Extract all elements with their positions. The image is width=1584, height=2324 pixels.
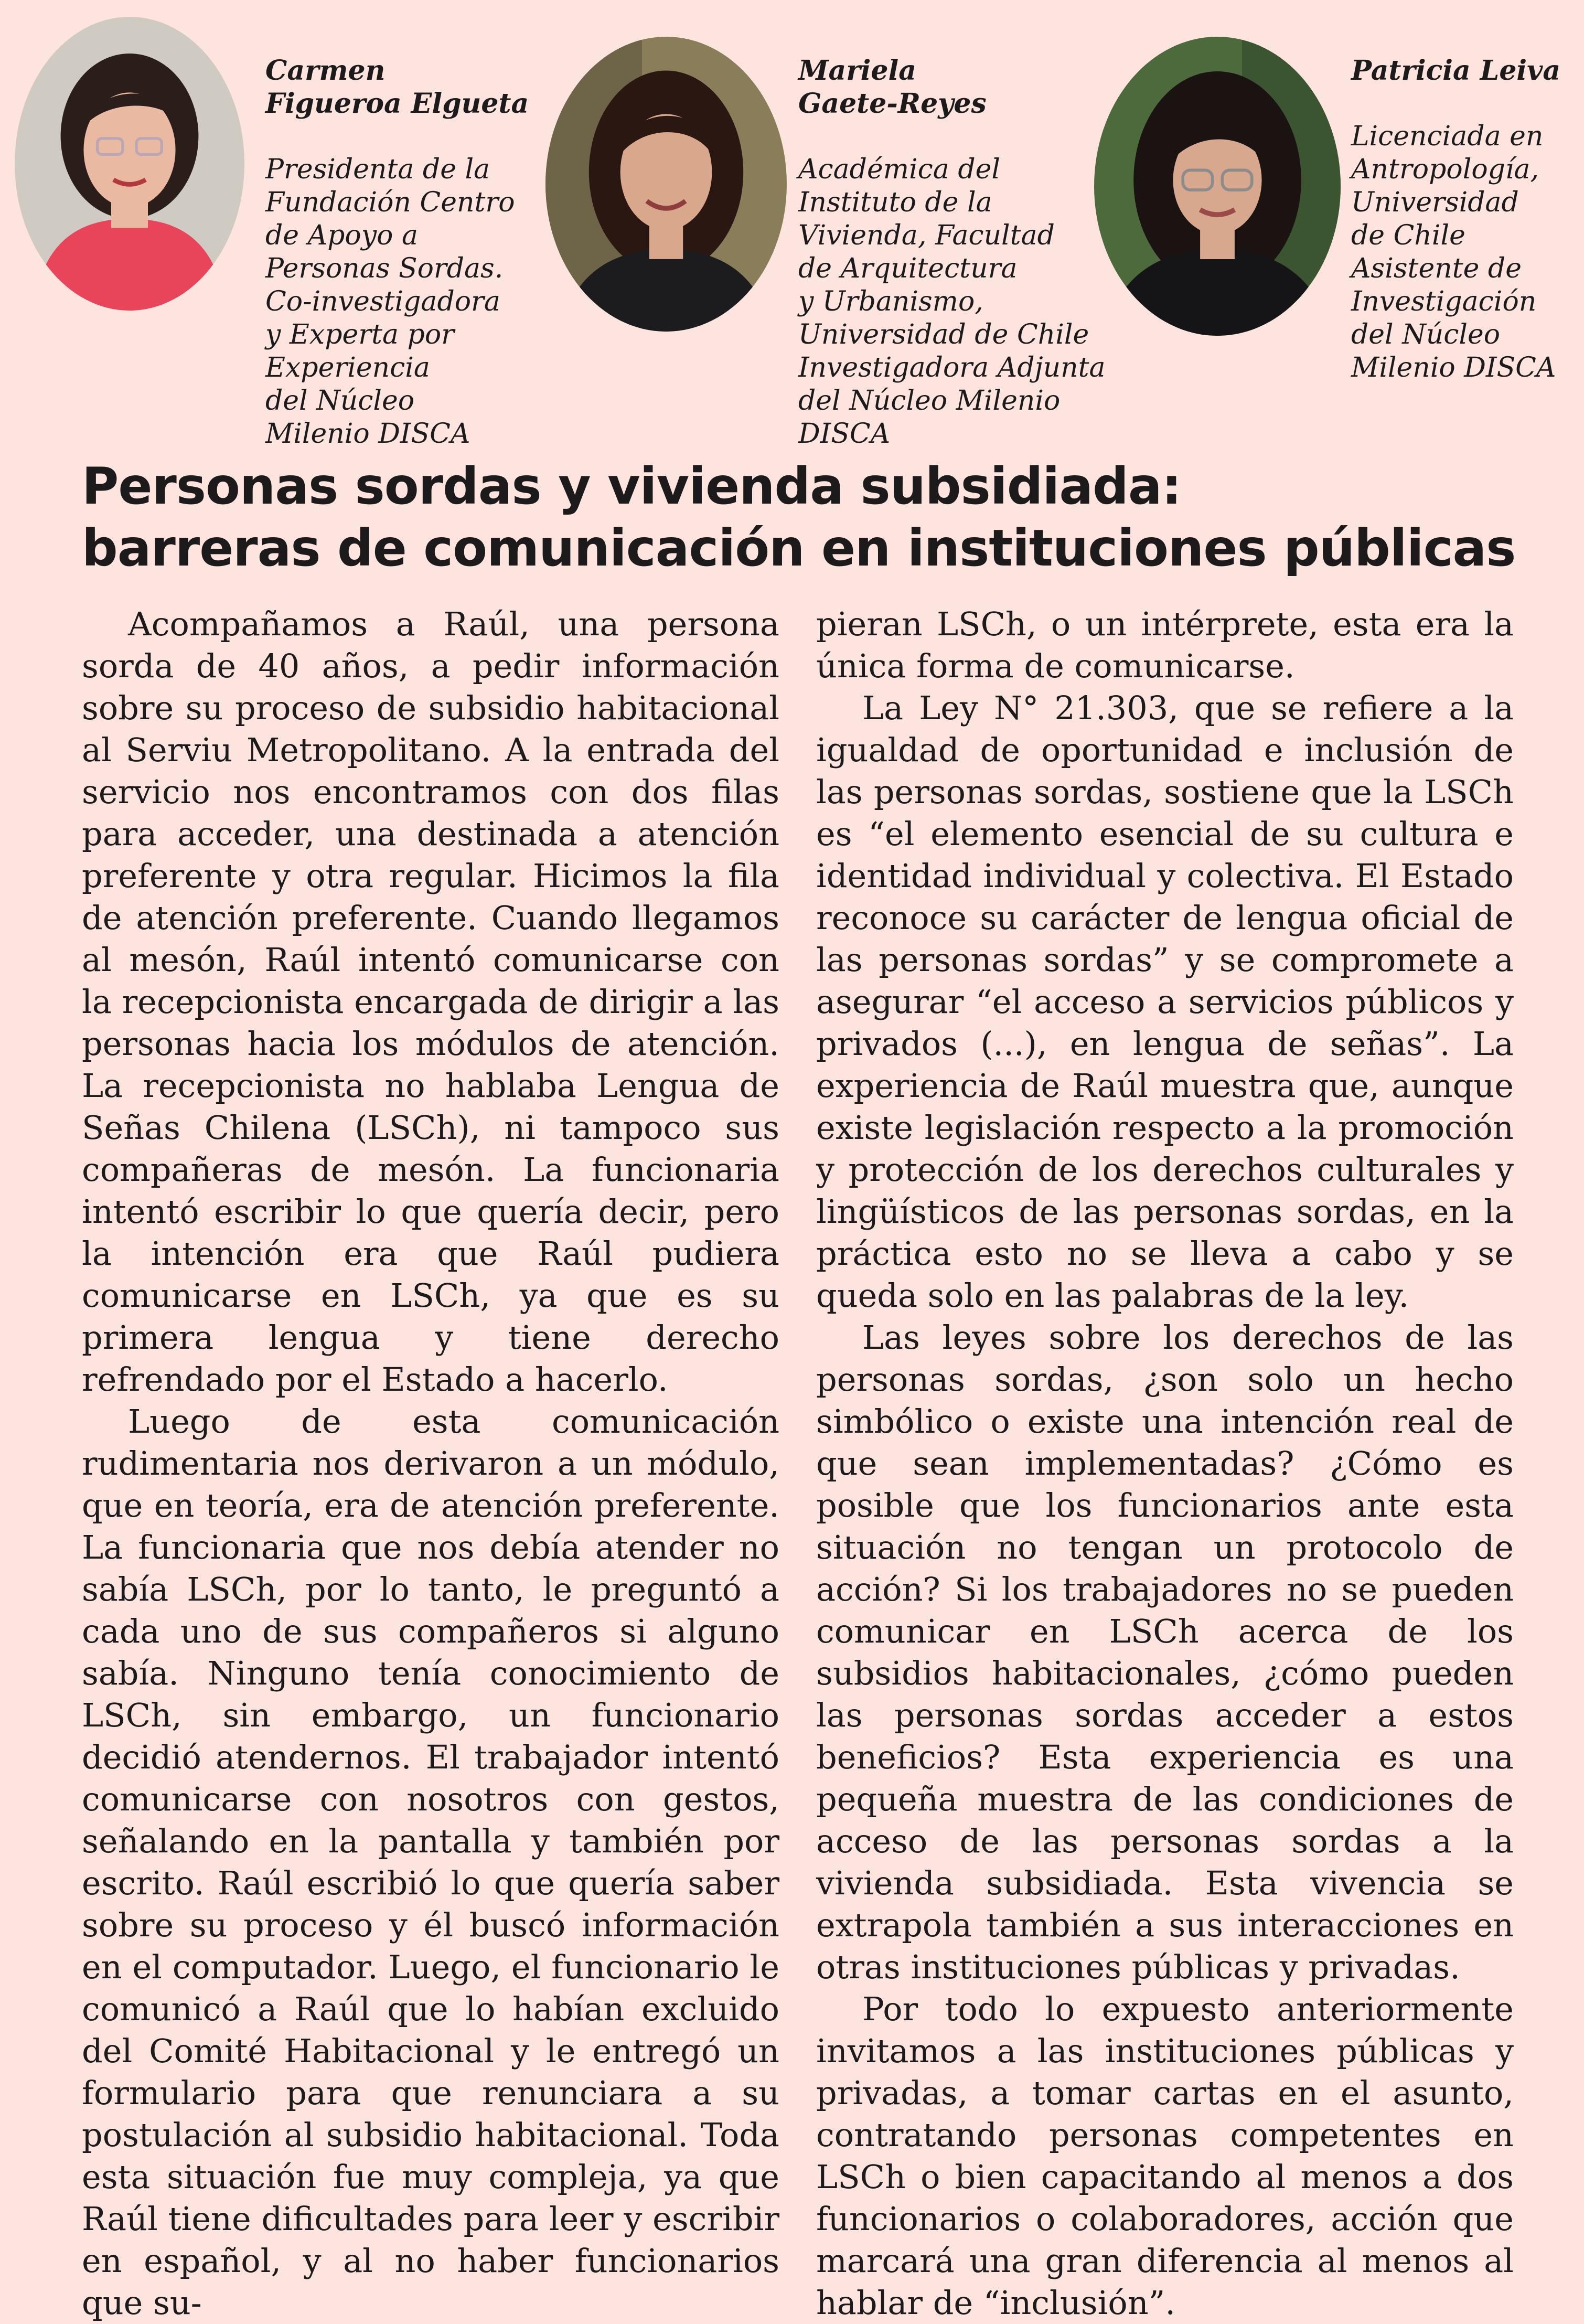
portrait-image [15, 17, 244, 311]
author-photo-patricia [1094, 37, 1341, 336]
author-description: Presidenta de la Fundación Centro de Apoyo a Personas Sordas. Co-investigadora y Experta por Experiencia del Núcleo Milenio DISCA [265, 154, 515, 450]
article-column-right [816, 603, 1514, 2324]
author-photo-carmen [15, 17, 244, 311]
author-name: Patricia Leiva [1351, 55, 1561, 87]
article-paragraph: Las leyes sobre los derechos de las personas sordas, ¿son solo un hecho simbólico o existe una intención real de que sean implementadas? ¿Cómo es posible que los funcionarios ante esta situación no tengan un protocolo de acción? Si los trabajadores no se pueden comunicar en LSCh acerca de los subsidios habitacionales, ¿cómo pueden las personas sordas acceder a estos beneficios? Esta experiencia es una pequeña muestra de las condiciones de acceso de las personas sordas a la vivienda subsidiada. Esta vivencia se extrapola también a sus interacciones en otras instituciones públicas y privadas. [816, 1318, 1514, 1986]
author-name: Carmen Figueroa Elgueta [265, 55, 529, 120]
author-bio-mariela [798, 21, 1106, 451]
author-description: Licenciada en Antropología, Universidad de Chile Asistente de Investigación del Núcleo Milenio DISCA [1351, 121, 1556, 383]
author-description: Académica del Instituto de la Vivienda, Facultad de Arquitectura y Urbanismo, Universidad de Chile Investigadora Adjunta del Núcleo Milenio DISCA [798, 154, 1106, 450]
portrait-image [545, 37, 787, 332]
portrait-image [1094, 37, 1341, 336]
article-paragraph: Luego de esta comunicación rudimentaria nos derivaron a un módulo, que en teoría, era de atención preferente. La funcionaria que nos debía atender no sabía LSCh, por lo tanto, le preguntó a cada uno de sus compañeros si alguno sabía. Ninguno tenía conocimiento de LSCh, sin embargo, un funcionario decidió atendernos. El trabajador intentó comunicarse con nosotros con gestos, señalando en la pantalla y también por escrito. Raúl escribió lo que quería saber sobre su proceso y él buscó información en el computador. Luego, el funcionario le comunicó a Raúl que lo habían excluido del Comité Habitacional y le entregó un formulario para que renunciara a su postulación al subsidio habitacional. Toda esta situación fue muy compleja, ya que Raúl tiene dificultades para leer y escribir en español, y al no haber funcionarios que su- [82, 1402, 779, 2322]
author-photo-mariela [545, 37, 787, 332]
author-bio-carmen [265, 21, 529, 451]
author-bio-patricia [1351, 21, 1560, 385]
article-paragraph: Acompañamos a Raúl, una persona sorda de 40 años, a pedir información sobre su proceso de subsidio habitacional al Serviu Metropolitano. A la entrada del servicio nos encontramos con dos filas para acceder, una destinada a atención preferente y otra regular. Hicimos la fila de atención preferente. Cuando llegamos al mesón, Raúl intentó comunicarse con la recepcionista encargada de dirigir a las personas hacia los módulos de atención. La recepcionista no hablaba Lengua de Señas Chilena (LSCh), ni tampoco sus compañeras de mesón. La funcionaria intentó escribir lo que quería decir, pero la intención era que Raúl pudiera comunicarse en LSCh, ya que es su primera lengua y tiene derecho refrendado por el Estado a hacerlo. [82, 605, 779, 1399]
article-paragraph: pieran LSCh, o un intérprete, esta era la única forma de comunicarse. [816, 605, 1514, 685]
article-column-left [82, 603, 779, 2324]
article-title: Personas sordas y vivienda subsidiada: barreras de comunicación en instituciones públicas [82, 457, 1516, 578]
author-name: Mariela Gaete-Reyes [798, 55, 987, 120]
article-paragraph: La Ley N° 21.303, que se refiere a la igualdad de oportunidad e inclusión de las personas sordas, sostiene que la LSCh es “el elemento esencial de su cultura e identidad individual y colectiva. El Estado reconoce su carácter de lengua oficial de las personas sordas” y se compromete a asegurar “el acceso a servicios públicos y privados (...), en lengua de señas”. La experiencia de Raúl muestra que, aunque existe legislación respecto a la promoción y protección de los derechos culturales y lingüísticos de las personas sordas, en la práctica esto no se lleva a cabo y se queda solo en las palabras de la ley. [816, 689, 1514, 1315]
article-paragraph: Por todo lo expuesto anteriormente invitamos a las instituciones públicas y privadas, a tomar cartas en el asunto, contratando personas competentes en LSCh o bien capacitando al menos a dos funcionarios o colaboradores, acción que marcará una gran diferencia al menos al hablar de “inclusión”. [816, 1990, 1514, 2322]
